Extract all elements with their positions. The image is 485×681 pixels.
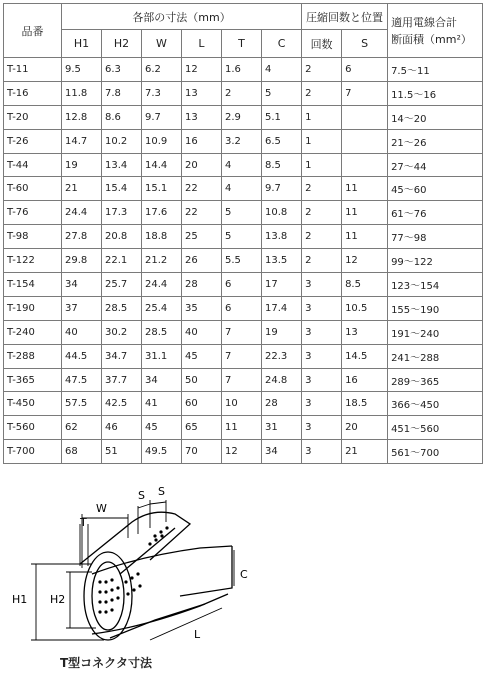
table-cell: 123～154	[388, 273, 483, 297]
table-cell: 2.9	[222, 105, 262, 129]
table-cell: 3.2	[222, 129, 262, 153]
table-cell: 44.5	[62, 344, 102, 368]
table-cell: 18.5	[342, 392, 388, 416]
table-cell: 11.8	[62, 81, 102, 105]
label-t: T	[80, 516, 87, 529]
table-cell: 1.6	[222, 58, 262, 82]
table-cell: 14.4	[142, 153, 182, 177]
table-cell: 12	[182, 58, 222, 82]
table-cell: 45	[182, 344, 222, 368]
table-cell: 3	[302, 320, 342, 344]
table-cell: 12	[342, 249, 388, 273]
product-no-cell: T-700	[4, 440, 62, 464]
table-cell: 22.1	[102, 249, 142, 273]
table-cell: 11	[342, 201, 388, 225]
table-cell: 7	[222, 320, 262, 344]
table-cell: 13.4	[102, 153, 142, 177]
table-cell: 5.5	[222, 249, 262, 273]
table-cell: 22	[182, 201, 222, 225]
label-h1: H1	[12, 593, 28, 606]
table-cell: 3	[302, 273, 342, 297]
table-cell: 68	[62, 440, 102, 464]
table-cell: 50	[182, 368, 222, 392]
table-cell: 21～26	[388, 129, 483, 153]
table-cell: 15.4	[102, 177, 142, 201]
header-col-count: 回数	[302, 30, 342, 58]
table-cell: 10	[222, 392, 262, 416]
table-cell: 451～560	[388, 416, 483, 440]
product-no-cell: T-288	[4, 344, 62, 368]
table-cell: 12	[222, 440, 262, 464]
header-col-t: T	[222, 30, 262, 58]
product-no-cell: T-560	[4, 416, 62, 440]
table-cell: 2	[302, 81, 342, 105]
table-cell: 11.5～16	[388, 81, 483, 105]
table-cell: 28.5	[142, 320, 182, 344]
table-cell: 2	[302, 225, 342, 249]
table-cell: 31	[262, 416, 302, 440]
table-cell: 45	[142, 416, 182, 440]
table-row	[4, 225, 483, 249]
table-cell: 6	[222, 273, 262, 297]
table-cell: 14.5	[342, 344, 388, 368]
table-cell: 13	[182, 81, 222, 105]
table-cell: 25.4	[142, 296, 182, 320]
table-cell: 7	[222, 368, 262, 392]
table-cell: 3	[302, 344, 342, 368]
table-row	[4, 344, 483, 368]
table-cell: 24.4	[142, 273, 182, 297]
table-cell: 29.8	[62, 249, 102, 273]
table-cell: 1	[302, 129, 342, 153]
table-cell: 46	[102, 416, 142, 440]
table-cell: 22	[182, 177, 222, 201]
table-cell: 4	[222, 153, 262, 177]
table-cell	[342, 129, 388, 153]
table-body	[4, 58, 483, 464]
table-cell: 561～700	[388, 440, 483, 464]
table-cell: 34.7	[102, 344, 142, 368]
table-cell	[342, 105, 388, 129]
table-cell: 13.8	[262, 225, 302, 249]
table-cell: 9.7	[142, 105, 182, 129]
table-cell: 241～288	[388, 344, 483, 368]
table-cell: 27.8	[62, 225, 102, 249]
table-cell: 14～20	[388, 105, 483, 129]
table-cell: 28	[182, 273, 222, 297]
table-cell: 1	[302, 153, 342, 177]
table-cell: 40	[182, 320, 222, 344]
table-cell: 61～76	[388, 201, 483, 225]
table-row	[4, 392, 483, 416]
header-product-no: 品番	[4, 4, 62, 58]
header-col-w: W	[142, 30, 182, 58]
table-cell: 6.3	[102, 58, 142, 82]
table-row	[4, 58, 483, 82]
table-row	[4, 273, 483, 297]
label-c: C	[240, 568, 248, 581]
table-cell: 366～450	[388, 392, 483, 416]
table-cell: 11	[342, 177, 388, 201]
table-cell: 26	[182, 249, 222, 273]
table-cell: 9.7	[262, 177, 302, 201]
table-row	[4, 105, 483, 129]
table-cell: 37	[62, 296, 102, 320]
table-cell: 2	[302, 201, 342, 225]
table-cell: 289～365	[388, 368, 483, 392]
table-cell: 5	[262, 81, 302, 105]
table-cell: 3	[302, 392, 342, 416]
table-row	[4, 320, 483, 344]
header-col-h2: H2	[102, 30, 142, 58]
table-cell: 11	[342, 225, 388, 249]
table-cell: 2	[302, 58, 342, 82]
table-row	[4, 201, 483, 225]
table-cell: 62	[62, 416, 102, 440]
table-row	[4, 416, 483, 440]
table-cell: 7.5～11	[388, 58, 483, 82]
table-cell: 191～240	[388, 320, 483, 344]
table-cell: 17.4	[262, 296, 302, 320]
table-cell: 13.5	[262, 249, 302, 273]
product-no-cell: T-26	[4, 129, 62, 153]
table-row	[4, 153, 483, 177]
label-s2: S	[158, 485, 165, 498]
table-row	[4, 129, 483, 153]
table-cell: 21.2	[142, 249, 182, 273]
table-cell: 28.5	[102, 296, 142, 320]
table-cell: 42.5	[102, 392, 142, 416]
table-cell: 3	[302, 368, 342, 392]
table-cell: 21	[62, 177, 102, 201]
label-w: W	[96, 502, 107, 515]
product-no-cell: T-20	[4, 105, 62, 129]
table-cell: 30.2	[102, 320, 142, 344]
table-cell: 19	[262, 320, 302, 344]
product-no-cell: T-240	[4, 320, 62, 344]
product-no-cell: T-98	[4, 225, 62, 249]
table-cell: 28	[262, 392, 302, 416]
table-cell: 18.8	[142, 225, 182, 249]
table-cell: 20.8	[102, 225, 142, 249]
label-l: L	[194, 628, 201, 641]
table-cell	[342, 153, 388, 177]
header-col-c: C	[262, 30, 302, 58]
table-cell: 4	[262, 58, 302, 82]
product-no-cell: T-16	[4, 81, 62, 105]
product-no-cell: T-122	[4, 249, 62, 273]
table-cell: 37.7	[102, 368, 142, 392]
header-wire-area	[388, 4, 483, 58]
table-cell: 27～44	[388, 153, 483, 177]
table-cell: 41	[142, 392, 182, 416]
table-cell: 10.5	[342, 296, 388, 320]
header-col-l: L	[182, 30, 222, 58]
table-cell: 6	[342, 58, 388, 82]
table-cell: 65	[182, 416, 222, 440]
table-cell: 24.4	[62, 201, 102, 225]
table-cell: 8.5	[262, 153, 302, 177]
table-cell: 5.1	[262, 105, 302, 129]
table-cell: 47.5	[62, 368, 102, 392]
table-cell: 4	[222, 177, 262, 201]
table-cell: 6	[222, 296, 262, 320]
table-cell: 8.6	[102, 105, 142, 129]
table-cell: 51	[102, 440, 142, 464]
table-cell: 1	[302, 105, 342, 129]
table-cell: 25	[182, 225, 222, 249]
table-cell: 8.5	[342, 273, 388, 297]
table-cell: 15.1	[142, 177, 182, 201]
table-cell: 6.5	[262, 129, 302, 153]
product-no-cell: T-60	[4, 177, 62, 201]
table-cell: 20	[182, 153, 222, 177]
table-cell: 11	[222, 416, 262, 440]
table-cell: 3	[302, 440, 342, 464]
diagram-caption: T型コネクタ寸法	[60, 656, 152, 670]
table-cell: 24.8	[262, 368, 302, 392]
table-cell: 3	[302, 296, 342, 320]
table-cell: 6.2	[142, 58, 182, 82]
table-cell: 2	[302, 177, 342, 201]
table-row	[4, 296, 483, 320]
table-cell: 17.6	[142, 201, 182, 225]
table-cell: 45～60	[388, 177, 483, 201]
table-cell: 34	[62, 273, 102, 297]
table-cell: 40	[62, 320, 102, 344]
label-s1: S	[138, 489, 145, 502]
table-cell: 77～98	[388, 225, 483, 249]
table-cell: 22.3	[262, 344, 302, 368]
product-no-cell: T-44	[4, 153, 62, 177]
table-cell: 70	[182, 440, 222, 464]
table-cell: 25.7	[102, 273, 142, 297]
table-cell: 2	[222, 81, 262, 105]
table-cell: 34	[142, 368, 182, 392]
product-no-cell: T-190	[4, 296, 62, 320]
header-wire-area-line1: 適用電線合計	[391, 15, 458, 29]
table-row	[4, 177, 483, 201]
header-col-s: S	[342, 30, 388, 58]
t-connector-diagram	[0, 478, 300, 681]
table-cell: 14.7	[62, 129, 102, 153]
table-cell: 7	[222, 344, 262, 368]
table-cell: 5	[222, 201, 262, 225]
table-row	[4, 249, 483, 273]
table-cell: 60	[182, 392, 222, 416]
table-cell: 155～190	[388, 296, 483, 320]
header-dimensions: 各部の寸法（mm）	[62, 4, 302, 30]
table-cell: 2	[302, 249, 342, 273]
table-cell: 7.3	[142, 81, 182, 105]
table-cell: 20	[342, 416, 388, 440]
header-crimp: 圧縮回数と位置	[302, 4, 388, 30]
table-cell: 10.2	[102, 129, 142, 153]
label-h2: H2	[50, 593, 66, 606]
header-col-h1: H1	[62, 30, 102, 58]
table-cell: 10.9	[142, 129, 182, 153]
table-cell: 17	[262, 273, 302, 297]
table-cell: 9.5	[62, 58, 102, 82]
table-cell: 5	[222, 225, 262, 249]
table-cell: 99～122	[388, 249, 483, 273]
table-cell: 7	[342, 81, 388, 105]
table-cell: 7.8	[102, 81, 142, 105]
table-cell: 12.8	[62, 105, 102, 129]
table-cell: 16	[182, 129, 222, 153]
product-no-cell: T-76	[4, 201, 62, 225]
table-cell: 34	[262, 440, 302, 464]
product-no-cell: T-11	[4, 58, 62, 82]
table-cell: 3	[302, 416, 342, 440]
table-cell: 19	[62, 153, 102, 177]
table-cell: 21	[342, 440, 388, 464]
table-row	[4, 368, 483, 392]
product-no-cell: T-450	[4, 392, 62, 416]
table-row	[4, 440, 483, 464]
product-no-cell: T-154	[4, 273, 62, 297]
table-row	[4, 81, 483, 105]
header-wire-area-line2: 断面積（mm²）	[391, 32, 472, 46]
product-no-cell: T-365	[4, 368, 62, 392]
dimension-table	[3, 3, 483, 464]
table-cell: 16	[342, 368, 388, 392]
table-cell: 31.1	[142, 344, 182, 368]
table-cell: 17.3	[102, 201, 142, 225]
table-cell: 35	[182, 296, 222, 320]
table-cell: 57.5	[62, 392, 102, 416]
table-cell: 49.5	[142, 440, 182, 464]
table-cell: 10.8	[262, 201, 302, 225]
table-cell: 13	[342, 320, 388, 344]
table-cell: 13	[182, 105, 222, 129]
